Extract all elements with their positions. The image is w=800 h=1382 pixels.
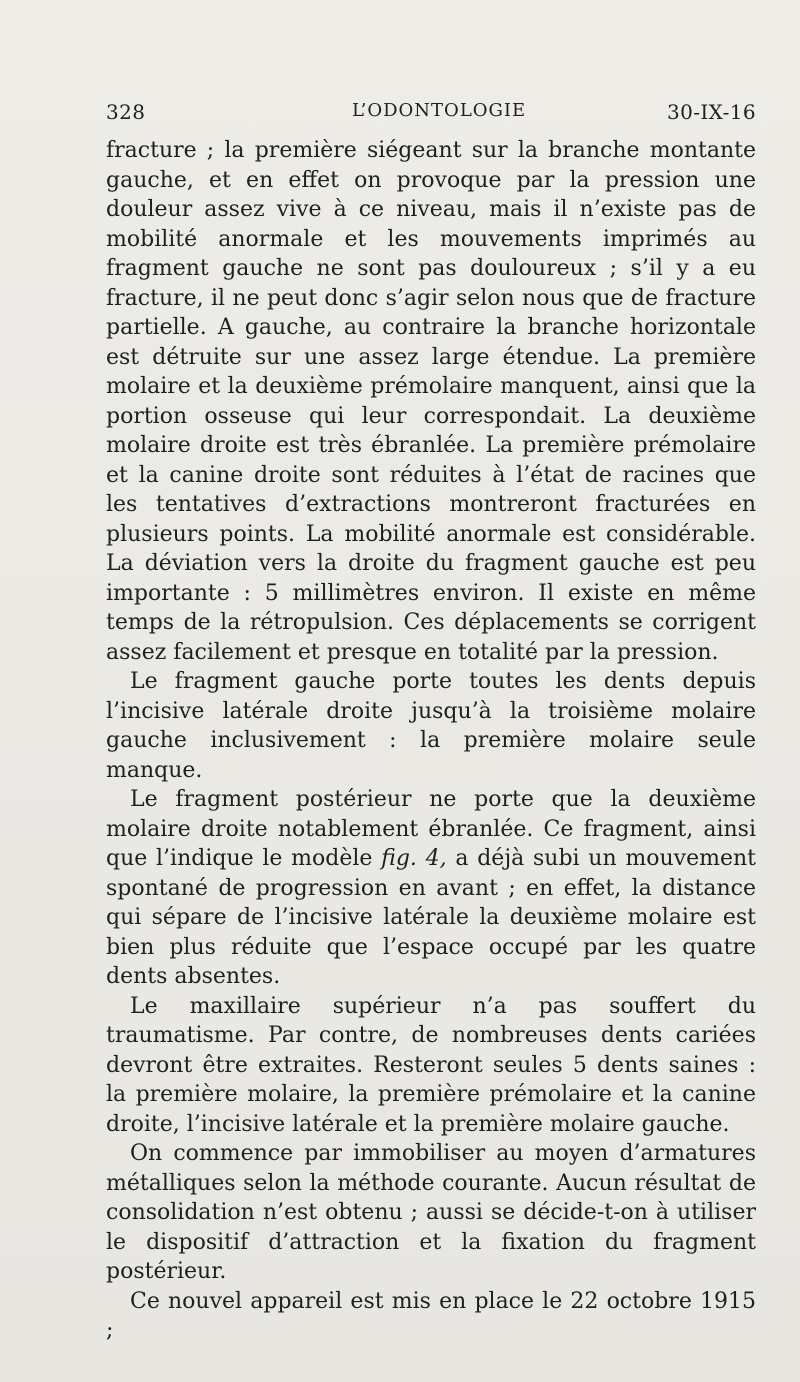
- paragraph-2: Le fragment gauche porte toutes les dents depuis l’incisive latérale droite jusqu’à la troisième molaire gauche inclusivement : la première molaire seule manque.: [106, 669, 756, 783]
- issue-date: 30-IX-16: [666, 100, 756, 124]
- paragraph-4: Le maxillaire supérieur n’a pas souffert du traumatisme. Par contre, de nombreuses dents cariées devront être extraites. Resteront seules 5 dents saines : la première molaire, la première prémolaire et la canine droite, l’incisive latérale et la première molaire gauche.: [106, 993, 756, 1137]
- figure-reference: fig. 4,: [381, 846, 447, 871]
- body-text: [106, 136, 756, 1346]
- paragraph-1: fracture ; la première siégeant sur la branche montante gauche, et en effet on provoque par la pression une douleur assez vive à ce niveau, mais il n’existe pas de mobilité anormale et les mouvements imprimés au fragment gauche ne sont pas douloureux ; s’il y a eu fracture, il ne peut donc s’agir selon nous que de fracture partielle. A gauche, au contraire la branche horizontale est détruite sur une assez large étendue. La première molaire et la deuxième prémolaire manquent, ainsi que la portion osseuse qui leur correspondait. La deuxième molaire droite est très ébranlée. La première prémolaire et la canine droite sont réduites à l’état de racines que les tentatives d’extractions montreront fracturées en plusieurs points. La mobilité anormale est considérable. La déviation vers la droite du fragment gauche est peu importante : 5 millimètres environ. Il existe en même temps de la rétropulsion. Ces déplacements se corrigent assez facilement et presque en totalité par la pression.: [106, 138, 756, 665]
- paragraph-5: On commence par immobiliser au moyen d’armatures métalliques selon la méthode courante. Aucun résultat de consolidation n’est obtenu ; aussi se décide-t-on à utiliser le dispositif d’attraction et la fixation du fragment postérieur.: [106, 1141, 756, 1284]
- page-header: [106, 100, 756, 130]
- paragraph-3-text-before: Le fragment postérieur ne porte que la deuxième molaire droite notablement ébranlée. Ce fragment, ainsi que l’indique le modèle: [106, 787, 756, 871]
- running-title: L’ODONTOLOGIE: [352, 100, 527, 121]
- page-number: 328: [106, 100, 146, 124]
- paragraph-6: Ce nouvel appareil est mis en place le 22 octobre 1915 ;: [106, 1288, 756, 1343]
- paragraph-3-text-after: a déjà subi un mouvement spontané de progression en avant ; en effet, la distance qui sépare de l’incisive latérale la deuxième molaire est bien plus réduite que l’espace occupé par les quatre dents absentes.: [106, 846, 756, 989]
- paragraph-3: [106, 785, 756, 992]
